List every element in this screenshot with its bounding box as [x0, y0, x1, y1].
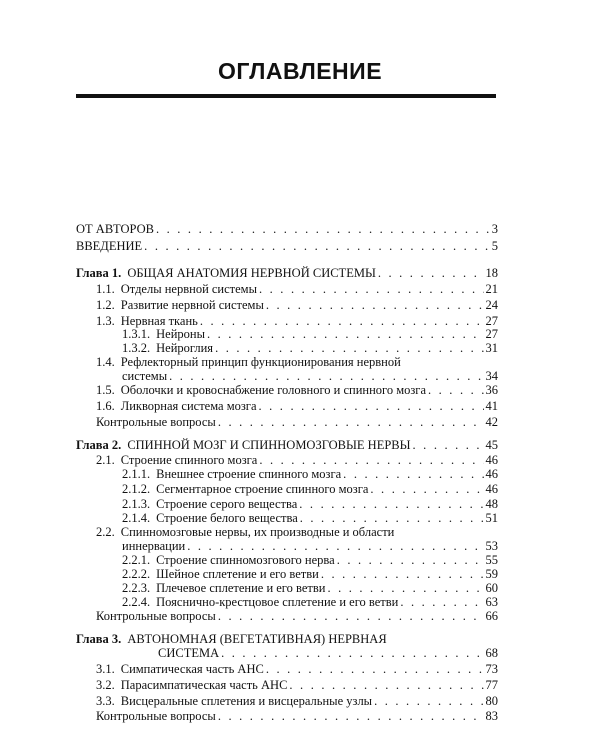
dot-leader	[221, 645, 483, 661]
dot-leader	[266, 661, 484, 677]
toc-entry-label: ОБЩАЯ АНАТОМИЯ НЕРВНОЙ СИСТЕМЫ	[127, 266, 376, 280]
toc-entry-number: 1.6.	[96, 399, 115, 413]
toc-entry-label: СПИННОЙ МОЗГ И СПИННОМОЗГОВЫЕ НЕРВЫ	[127, 438, 411, 452]
toc-entry-continuation-label: иннервации	[122, 539, 186, 553]
toc-entry-number: 2.1.4.	[122, 511, 151, 525]
toc-entry-page: 42	[485, 415, 498, 429]
toc-entry-page: 66	[485, 609, 498, 623]
toc-entry-number: 2.1.2.	[122, 482, 151, 496]
page-title: ОГЛАВЛЕНИЕ	[217, 58, 383, 84]
toc-entry-page: 45	[485, 438, 498, 452]
toc-entry-label: Нейроны	[156, 327, 205, 341]
toc-entry-number: 2.1.	[96, 453, 115, 467]
toc-entry-label: Парасимпатическая часть АНС	[120, 678, 288, 692]
toc-entry-label: Строение белого вещества	[156, 511, 298, 525]
toc-entry-page: 51	[485, 511, 498, 525]
toc-entry-label: Нейроглия	[156, 341, 214, 355]
dot-leader	[266, 297, 484, 313]
toc-entry-label: Спинномозговые нервы, их производные и области	[120, 525, 395, 539]
toc-entry	[0, 466, 600, 482]
toc-entry	[0, 221, 600, 237]
toc-entry-label: Висцеральные сплетения и висцеральные узлы	[120, 694, 373, 708]
dot-leader	[259, 398, 484, 414]
dot-leader	[289, 677, 483, 693]
dot-leader	[156, 221, 490, 237]
toc-entry-page: 60	[485, 581, 498, 595]
toc-entry-label: Отделы нервной системы	[120, 282, 257, 296]
toc-entry-label: Плечевое сплетение и его ветви	[156, 581, 326, 595]
dot-leader	[343, 466, 483, 482]
toc-entry-page: 46	[485, 467, 498, 481]
toc-entry	[0, 414, 600, 430]
toc-entry-number: Глава 2.	[76, 438, 122, 452]
dot-leader	[370, 481, 483, 497]
toc-entry-page: 34	[485, 369, 498, 383]
toc-entry-label: ОТ АВТОРОВ	[76, 222, 154, 236]
dot-leader	[218, 414, 484, 430]
toc-entry	[0, 382, 600, 398]
toc-entry-number: 2.1.3.	[122, 497, 151, 511]
toc-entry-page: 27	[485, 314, 498, 328]
toc-entry-number: 2.2.	[96, 525, 115, 539]
toc-entry	[0, 481, 600, 497]
toc-entry-page: 46	[485, 482, 498, 496]
toc-entry-continuation	[0, 645, 600, 661]
toc-entry-page: 53	[485, 539, 498, 553]
dot-leader	[144, 238, 490, 254]
toc-entry	[0, 437, 600, 453]
toc-entry-number: 1.2.	[96, 298, 115, 312]
toc-entry-continuation-label: СИСТЕМА	[158, 646, 220, 660]
toc-entry-number: 1.3.	[96, 314, 115, 328]
dot-leader	[218, 708, 484, 724]
toc-entry-label: Оболочки и кровоснабжение головного и спинного мозга	[120, 383, 426, 397]
toc-entry-number: 2.2.4.	[122, 595, 151, 609]
toc-entry-label: Пояснично-крестцовое сплетение и его ветви	[156, 595, 399, 609]
toc-entry-number: 2.2.3.	[122, 581, 151, 595]
toc-entry-label: Сегментарное строение спинного мозга	[156, 482, 369, 496]
toc-entry	[0, 238, 600, 254]
toc-entry-page: 68	[485, 646, 498, 660]
toc-entry	[0, 265, 600, 281]
toc-entry-number: 3.2.	[96, 678, 115, 692]
toc-entry	[0, 281, 600, 297]
toc-entry-page: 48	[485, 497, 498, 511]
dot-leader	[259, 281, 484, 297]
toc-entry-number: 1.5.	[96, 383, 115, 397]
toc-entry-continuation-label: системы	[122, 369, 168, 383]
toc-entry-page: 5	[491, 239, 498, 253]
toc-entry-page: 27	[485, 327, 498, 341]
toc-entry-page: 31	[485, 341, 498, 355]
toc-entry-label: Шейное сплетение и его ветви	[156, 567, 319, 581]
toc-entry-label: Строение спинного мозга	[120, 453, 258, 467]
toc-entry-number: 1.4.	[96, 355, 115, 369]
toc-entry-label: Нервная ткань	[120, 314, 198, 328]
toc-entry-label: АВТОНОМНАЯ (ВЕГЕТАТИВНАЯ) НЕРВНАЯ	[127, 632, 387, 646]
toc-entry	[0, 297, 600, 313]
toc-entry-page: 63	[485, 595, 498, 609]
toc-entry-number: 2.1.1.	[122, 467, 151, 481]
toc-entry-label: Строение серого вещества	[156, 497, 298, 511]
dot-leader	[413, 437, 484, 453]
toc-entry-page: 55	[485, 553, 498, 567]
toc-entry-page: 73	[485, 662, 498, 676]
toc-entry	[0, 661, 600, 677]
toc-entry-label: Развитие нервной системы	[120, 298, 264, 312]
dot-leader	[374, 693, 483, 709]
toc-entry-label: Контрольные вопросы	[96, 415, 216, 429]
toc-entry	[0, 708, 600, 724]
toc-entry-page: 3	[491, 222, 498, 236]
toc-entry-page: 18	[485, 266, 498, 280]
toc-entry-label: Симпатическая часть АНС	[120, 662, 264, 676]
toc-entry-page: 46	[485, 453, 498, 467]
toc-entry-number: 3.1.	[96, 662, 115, 676]
toc-entry-page: 21	[485, 282, 498, 296]
toc-entry-page: 59	[485, 567, 498, 581]
toc-entry-number: 2.2.1.	[122, 553, 151, 567]
toc-entry	[0, 693, 600, 709]
toc-entry-page: 36	[485, 383, 498, 397]
toc-entry-page: 83	[485, 709, 498, 723]
toc-entry-number: Глава 3.	[76, 632, 122, 646]
toc-entry-label: Контрольные вопросы	[96, 609, 216, 623]
toc-entry-page: 80	[485, 694, 498, 708]
dot-leader	[378, 265, 484, 281]
dot-leader	[428, 382, 484, 398]
toc-entry-number: 2.2.2.	[122, 567, 151, 581]
toc-entry-page: 77	[485, 678, 498, 692]
toc-entry-number: 3.3.	[96, 694, 115, 708]
toc-entry-label: Ликворная система мозга	[120, 399, 257, 413]
toc-entry	[0, 677, 600, 693]
toc-entry-label: Контрольные вопросы	[96, 709, 216, 723]
toc-entry-label: Внешнее строение спинного мозга	[156, 467, 342, 481]
toc-entry-label: Рефлекторный принцип функционирования нервной	[120, 355, 401, 369]
toc-entry-number: 1.3.1.	[122, 327, 151, 341]
toc-entry-label: Строение спинномозгового нерва	[156, 553, 335, 567]
toc-entry	[0, 608, 600, 624]
toc-entry-label: ВВЕДЕНИЕ	[76, 239, 143, 253]
toc-entry-number: 1.1.	[96, 282, 115, 296]
toc-entry-page: 24	[485, 298, 498, 312]
toc-entry-number: 1.3.2.	[122, 341, 151, 355]
toc-entry	[0, 398, 600, 414]
toc-entry-number: Глава 1.	[76, 266, 122, 280]
toc-entry-page: 41	[485, 399, 498, 413]
dot-leader	[218, 608, 484, 624]
